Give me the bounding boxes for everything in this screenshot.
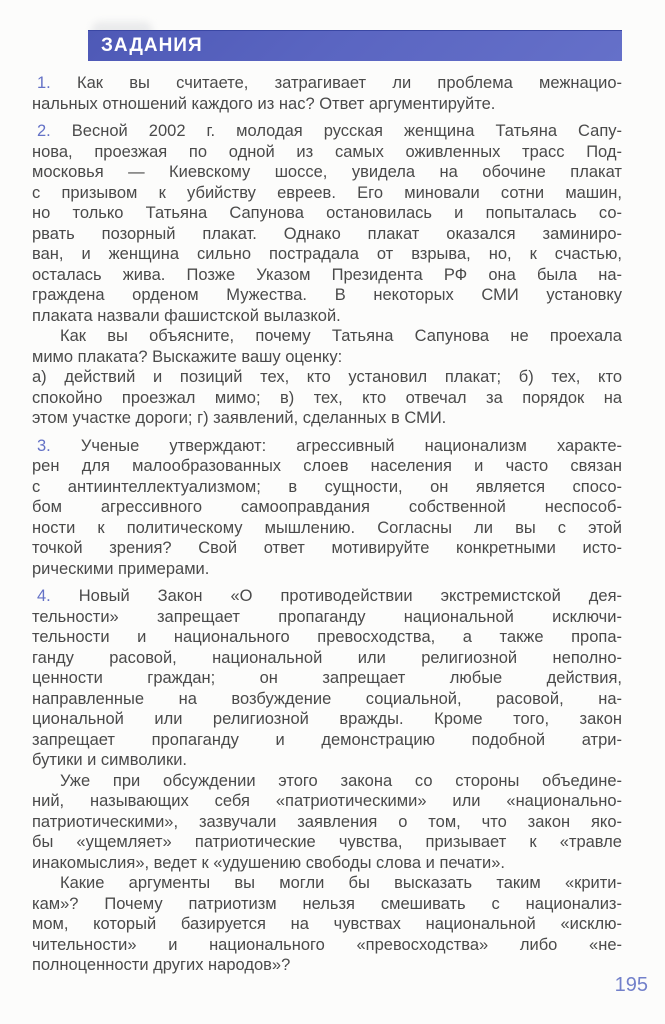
text-line: чительности» и национального «превосходства» либо «не- <box>32 935 622 954</box>
text-line: тельности и национального превосходства, а также пропа- <box>32 628 622 646</box>
text-line: циональной или религиозной вражды. Кроме того, закон <box>32 710 622 728</box>
text-line: Уже при обсуждении этого закона со стороны объедине- <box>60 771 622 790</box>
text-line: а) действий и позиций тех, кто установил плакат; б) тех, кто <box>32 368 622 386</box>
paragraph <box>32 121 622 326</box>
text-line: мом, который базируется на чувствах национальной «исклю- <box>32 915 622 933</box>
text-line: московья — Киевскому шоссе, увидела на обочине плакат <box>32 163 622 181</box>
tasks-header-bar <box>88 30 622 61</box>
task-number: 4. <box>37 587 51 605</box>
task-number: 3. <box>37 436 51 455</box>
text-line: граждена орденом Мужества. В некоторых СМИ установку <box>32 286 622 304</box>
tasks-list <box>32 73 622 976</box>
task-item <box>32 436 622 580</box>
text-line: бы «ущемляет» патриотические чувства, призывает к «травле <box>32 833 622 851</box>
paragraph <box>32 436 622 580</box>
text-line: но только Татьяна Сапунова остановилась и попыталась со- <box>32 204 622 222</box>
text-line: 3. Ученые утверждают: агрессивный национализм характе- <box>37 436 622 455</box>
text-line: рен для малообразованных слоев населения и часто связан <box>32 457 622 475</box>
text-line: запрещает пропаганду и демонстрацию подобной атри- <box>32 730 622 749</box>
text-line: с призывом к убийству евреев. Его миновали сотни машин, <box>32 183 622 202</box>
text-line: спокойно проезжал мимо; в) тех, кто отвечал за порядок на <box>32 388 622 407</box>
text-line: 2. Весной 2002 г. молодая русская женщина Татьяна Сапу- <box>37 122 622 140</box>
text-line: плаката назвали фашистской вылазкой. <box>32 306 341 325</box>
text-line: кам»? Почему патриотизм нельзя смешивать с национализ- <box>32 894 622 913</box>
text-line: точкой зрения? Свой ответ мотивируйте конкретными исто- <box>32 539 622 557</box>
paragraph <box>32 771 622 874</box>
text-line: бом агрессивного самооправдания собственной неспособ- <box>32 498 622 516</box>
text-line: этом участке дороги; г) заявлений, сделанных в СМИ. <box>32 409 447 427</box>
text-line: ценности граждан; он запрещает любые действия, <box>32 669 622 687</box>
task-item <box>32 586 622 976</box>
text-line: с антиинтеллектуализмом; в сущности, он является спосо- <box>32 477 622 496</box>
task-item <box>32 73 622 114</box>
text-line: инакомыслия», ведет к «удушению свободы слова и печати». <box>32 853 505 872</box>
text-line: 1. Как вы считаете, затрагивает ли проблема межнацио- <box>37 74 622 92</box>
text-line: рическими примерами. <box>32 559 210 578</box>
text-line: тельности» запрещает пропаганду национальной исключи- <box>32 607 622 626</box>
text-line: направленные на возбуждение социальной, расовой, на- <box>32 689 622 708</box>
paragraph <box>32 873 622 976</box>
text-line: ганду расовой, национальной или религиозной неполно- <box>32 648 622 667</box>
text-line: 4. Новый Закон «О противодействии экстремистской дея- <box>37 587 622 605</box>
tasks-header-label: ЗАДАНИЯ <box>101 35 203 56</box>
page-number: 195 <box>614 974 648 996</box>
paragraph <box>32 586 622 771</box>
task-number: 1. <box>37 74 51 92</box>
text-line: мимо плаката? Выскажите вашу оценку: <box>32 347 343 366</box>
text-line: нова, проезжая по одной из самых оживленных трасс Под- <box>32 142 622 161</box>
text-line: рвать позорный плакат. Однако плакат оказался заминиро- <box>32 224 622 243</box>
text-line: осталась жива. Позже Указом Президента РФ она была на- <box>32 265 622 284</box>
paragraph <box>32 326 622 367</box>
task-item <box>32 121 622 429</box>
text-line: патриотическими», зазвучали заявления о том, что закон яко- <box>32 812 622 831</box>
text-line: полноценности других народов»? <box>32 956 291 974</box>
text-line: нальных отношений каждого из нас? Ответ аргументируйте. <box>32 94 496 113</box>
text-line: ван, и женщина сильно пострадала от взрыва, но, к счастью, <box>32 245 622 263</box>
text-line: ний, называющих себя «патриотическими» или «национально- <box>32 792 622 810</box>
text-line: Какие аргументы вы могли бы высказать таким «крити- <box>60 874 622 892</box>
task-number: 2. <box>37 122 51 140</box>
text-line: бутики и символики. <box>32 751 188 769</box>
text-line: Как вы объясните, почему Татьяна Сапунова не проехала <box>60 327 622 345</box>
text-line: ности к политическому мышлению. Согласны ли вы с этой <box>32 518 622 537</box>
paragraph <box>32 367 622 429</box>
paragraph <box>32 73 622 114</box>
